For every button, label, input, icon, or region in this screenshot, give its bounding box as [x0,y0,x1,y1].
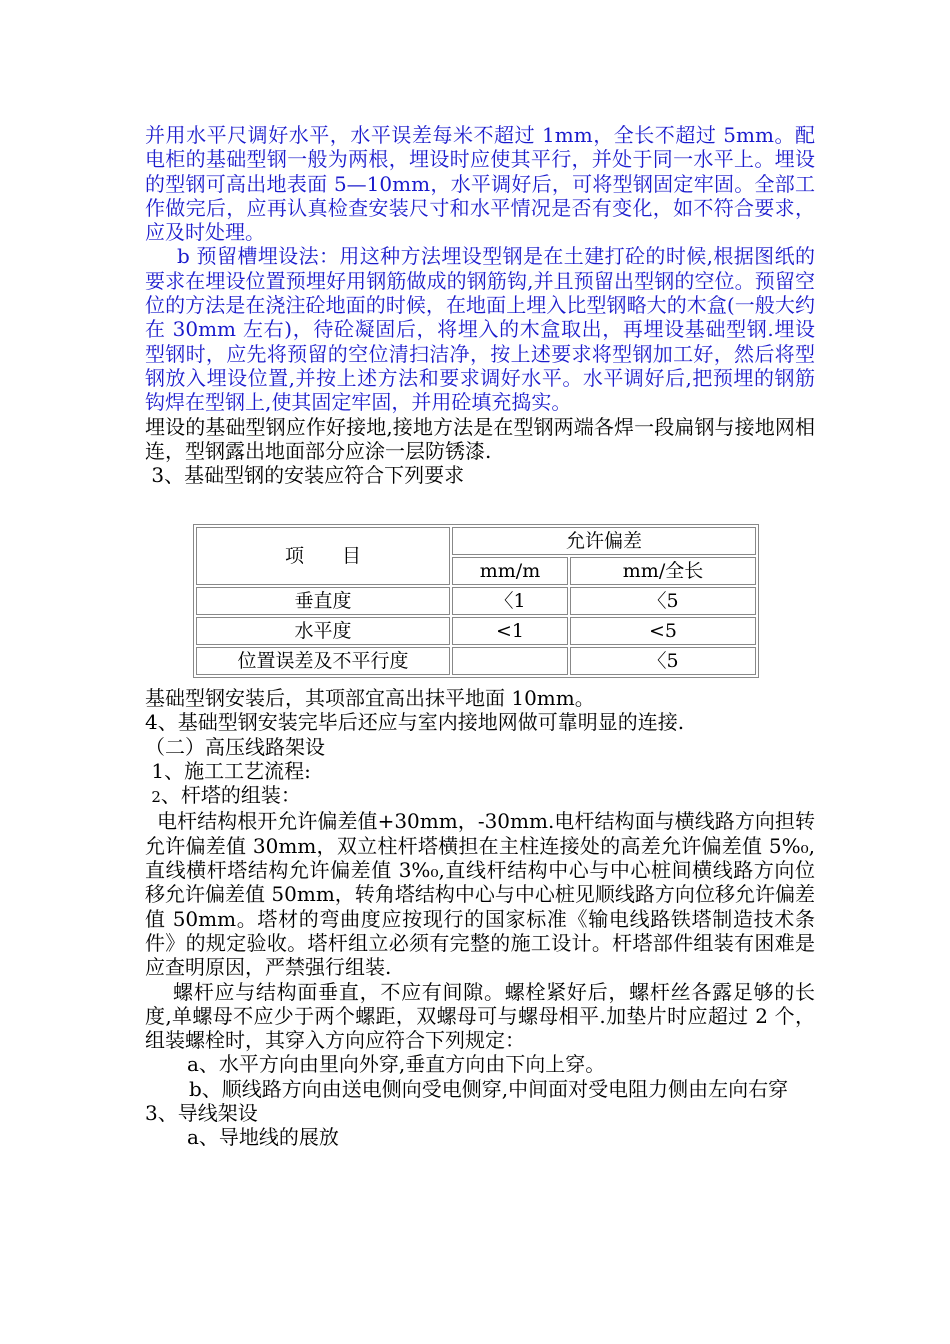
item-3a-wire-unreeling: a、导地线的展放 [187,1125,339,1150]
table-cell-item: 位置误差及不平行度 [196,647,450,675]
tolerance-table [193,524,759,678]
table-cell-mm-full: 〈5 [570,587,756,615]
heading-steel-requirements: 3、基础型钢的安装应符合下列要求 [145,463,465,488]
table-row [196,617,756,645]
rule-b-line-direction: b、顺线路方向由送电侧向受电侧穿,中间面对受电阻力侧由左向右穿 [189,1076,789,1101]
paragraph-reserved-slot-method: b 预留槽埋设法：用这种方法埋设型钢是在土建打砼的时候,根据图纸的要求在埋设位置预埋好用钢筋做成的钢筋钩,并且预留出型钢的空位。预留空位的方法是在浇注砼地面的时候，在地面上埋入比型钢略大的木盒(一般大约在 30mm 左右)，待砼凝固后，将埋入的木盒取出，再埋设基础型钢.埋设型钢时，应先将预留的空位清扫洁净，按上述要求将型钢加工好，然后将型钢放入埋设位置,并按上述方法和要求调好水平。水平调好后,把预埋的钢筋钩焊在型钢上,使其固定牢固，并用砼填充捣实。 [145,244,815,415]
item-tower-assembly [145,783,815,809]
table-header-tolerance: 允许偏差 [452,527,756,555]
table-header-row [196,527,756,555]
table-cell-item: 水平度 [196,617,450,645]
item-3-conductor-stringing: 3、导线架设 [145,1101,258,1126]
document-page [145,123,815,1150]
rule-a-horizontal: a、水平方向由里向外穿,垂直方向由下向上穿。 [187,1052,606,1077]
paragraph-bolts: 螺杆应与结构面垂直，不应有间隙。螺栓紧好后，螺杆丝各露足够的长度,单螺母不应少于两个螺距，双螺母可与螺母相平.加垫片时应超过 2 个，组装螺栓时，其穿入方向应符合下列规定： [145,979,815,1053]
table-cell-item: 垂直度 [196,587,450,615]
paragraph-height-above-floor: 基础型钢安装后，其项部宜高出抹平地面 10mm。 [145,686,595,710]
table-cell-mm-full: 〈5 [570,647,756,675]
table-row [196,647,756,675]
section-heading-hv-lines: （二）高压线路架设 [145,734,325,759]
paragraph-grounding: 埋设的基础型钢应作好接地,接地方法是在型钢两端各焊一段扁钢与接地网相连，型钢露出地面部分应涂一层防锈漆. [145,414,815,463]
table-header-mm-m: mm/m [452,557,568,585]
table-row [196,587,756,615]
blue-text-block [145,123,815,415]
table-header-item: 项 目 [196,527,450,585]
item-tower-assembly-label: 、杆塔的组装： [160,783,301,808]
item-number: 2 [151,788,161,807]
item-4-grounding-connection: 4、基础型钢安装完毕后还应与室内接地网做可靠明显的连接. [145,710,685,735]
paragraph-pole-tolerances: 电杆结构根开允许偏差值+30mm，-30mm.电杆结构面与横线路方向担转允许偏差值 30mm，双立柱杆塔横担在主柱连接处的高差允许偏差值 5%₀,直线横杆塔结构允许偏差值 3%₀,直线杆结构中心与中心桩间横线路方向位移允许偏差值 50mm，转角塔结构中心与中心桩见顺线路方向位移允许偏差值 50mm。塔材的弯曲度应按现行的国家标准《输电线路铁塔制造技术条件》的规定验收。塔杆组立必须有完整的施工设计。杆塔部件组装有困难是应查明原因，严禁强行组装. [145,809,815,980]
after-table-block [145,686,815,1150]
table-header-mm-full: mm/全长 [570,557,756,585]
paragraph-leveling: 并用水平尺调好水平，水平误差每米不超过 1mm，全长不超过 5mm。配电柜的基础型钢一般为两根，埋设时应使其平行，并处于同一水平上。埋设的型钢可高出地表面 5—10mm，水平调好后，可将型钢固定牢固。全部工作做完后，应再认真检查安装尺寸和水平情况是否有变化，如不符合要求，应及时处理。 [145,123,815,245]
item-process-flow: 1、施工工艺流程: [145,758,311,783]
table-cell-mm-m: 〈1 [452,587,568,615]
table-cell-mm-m [452,647,568,675]
table-cell-mm-full: <5 [570,617,756,645]
table-cell-mm-m: <1 [452,617,568,645]
